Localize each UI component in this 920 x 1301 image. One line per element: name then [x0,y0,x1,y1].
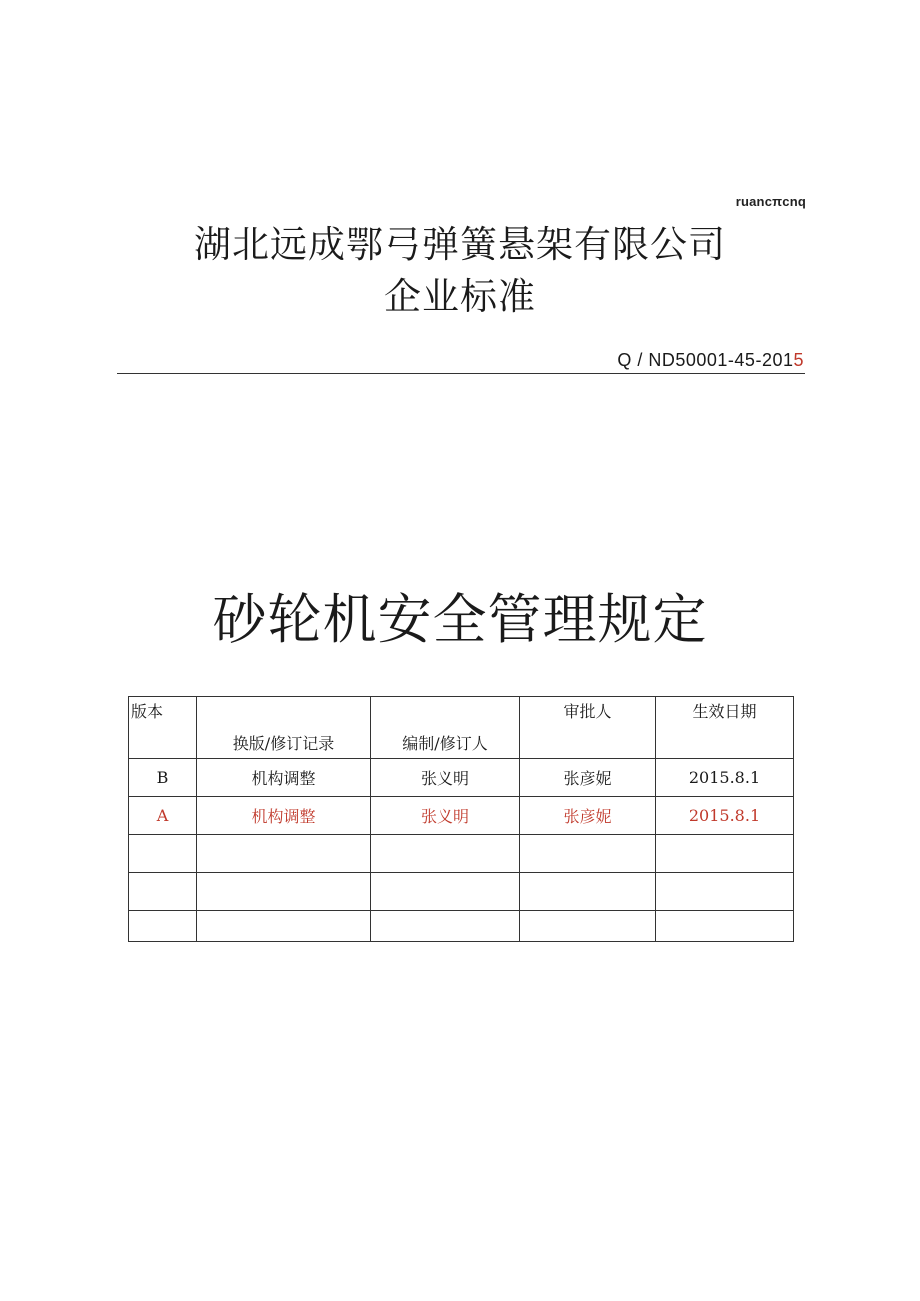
cell-date: 2015.8.1 [656,797,794,835]
cell-approver: 张彦妮 [520,797,656,835]
empty-cell [656,873,794,911]
empty-cell [371,873,520,911]
standard-type: 企业标准 [384,275,536,318]
cell-record: 机构调整 [197,759,371,797]
header-cell-approver [520,697,656,759]
table-row [129,759,794,797]
header-cell-editor [371,697,520,759]
revision-table [128,696,794,942]
cell-editor: 张义明 [371,797,520,835]
header-cell-version [129,697,197,759]
table-row-empty [129,911,794,942]
header-cell-record [197,697,371,759]
company-name: 湖北远成鄂弓弹簧悬架有限公司 [194,223,726,266]
table-header-row [129,697,794,759]
empty-cell [371,835,520,873]
header-approver: 审批人 [563,702,612,721]
header-effective-date: 生效日期 [692,702,757,721]
header-editor: 编制/修订人 [402,734,488,753]
empty-cell [197,835,371,873]
empty-cell [371,911,520,942]
cell-version: B [129,759,197,797]
logo-text: ruancπcnq [735,194,806,209]
empty-cell [520,911,656,942]
empty-cell [129,911,197,942]
empty-cell [197,911,371,942]
empty-cell [656,911,794,942]
empty-cell [520,835,656,873]
table-row-empty [129,873,794,911]
header-version: 版本 [131,702,164,721]
document-title: 砂轮机安全管理规定 [212,588,708,651]
empty-cell [197,873,371,911]
cell-editor: 张义明 [371,759,520,797]
standard-number [560,350,804,371]
cell-record: 机构调整 [197,797,371,835]
cell-approver: 张彦妮 [520,759,656,797]
empty-cell [656,835,794,873]
header-cell-date [656,697,794,759]
header-record: 换版/修订记录 [232,734,335,753]
table-row-empty [129,835,794,873]
cell-version: A [129,797,197,835]
cell-date: 2015.8.1 [656,759,794,797]
table-row [129,797,794,835]
standard-number-last-digit: 5 [793,350,804,370]
header-divider [117,373,805,374]
empty-cell [129,835,197,873]
standard-number-main: Q / ND50001-45-201 [617,350,794,370]
empty-cell [129,873,197,911]
empty-cell [520,873,656,911]
